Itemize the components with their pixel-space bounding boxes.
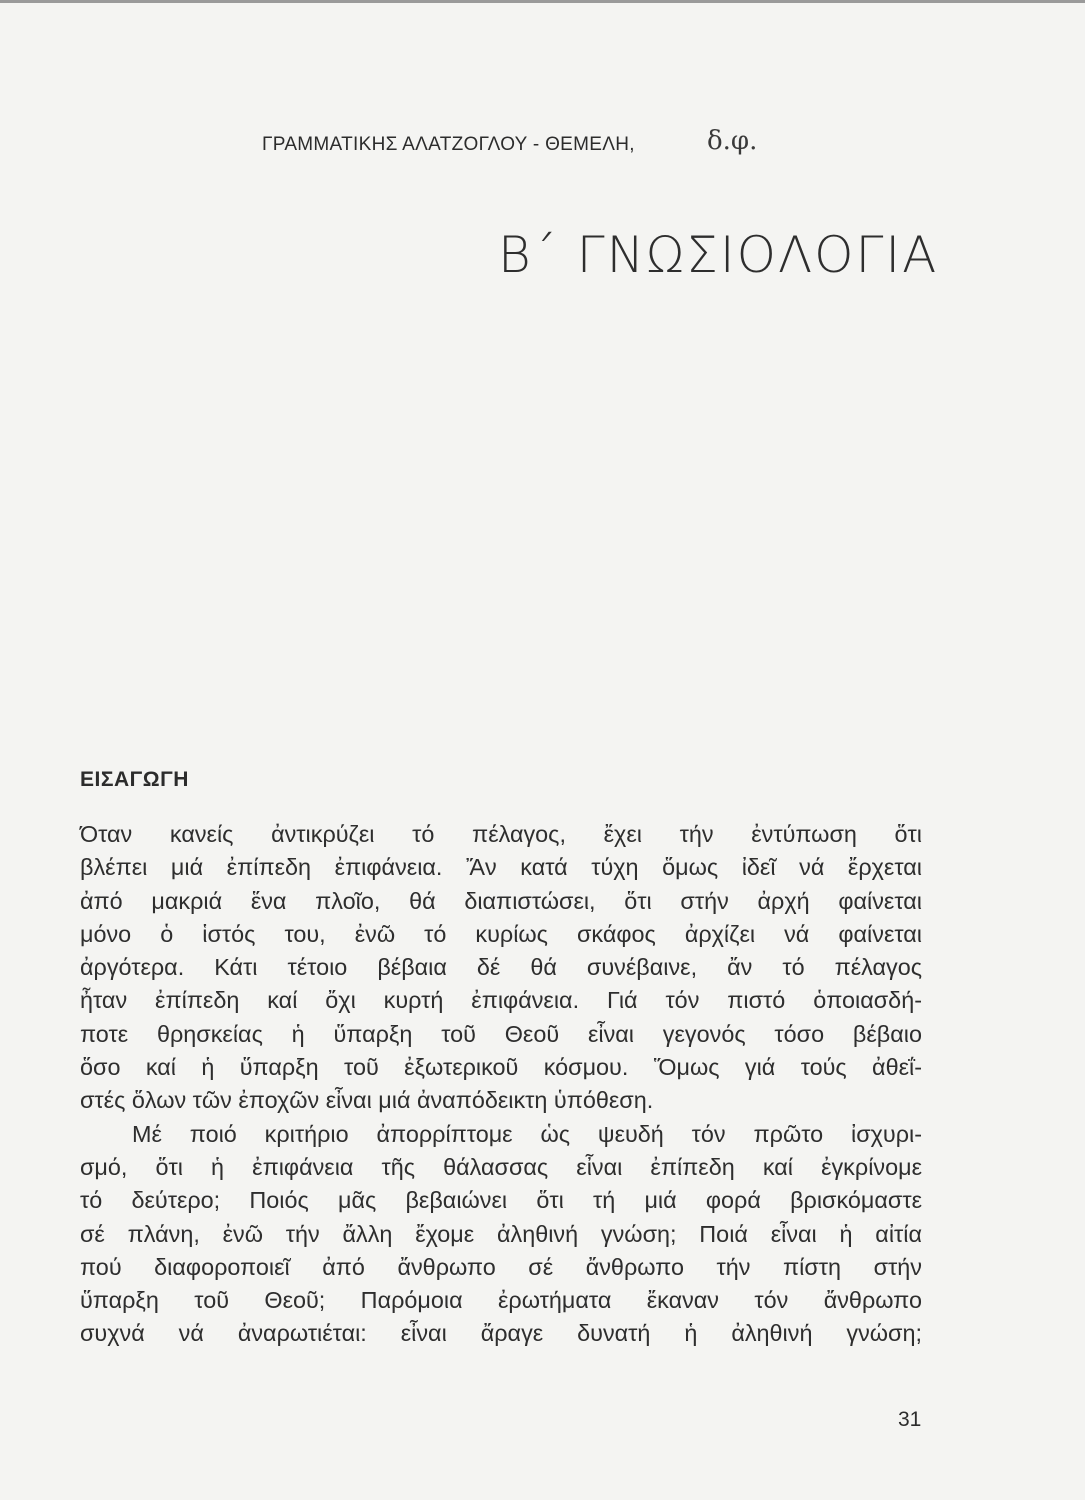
- text-line: μόνο ὁ ἱστός του, ἐνῶ τό κυρίως σκάφος ἀρχίζει νά φαίνεται: [80, 920, 922, 947]
- text-line: τό δεύτερο; Ποιός μᾶς βεβαιώνει ὅτι τή μιά φορά βρισκόμαστε: [80, 1187, 922, 1214]
- page-number: 31: [898, 1408, 922, 1431]
- page-top-edge: [0, 0, 1085, 3]
- paragraph-1: [80, 818, 922, 1118]
- text-line: συχνά νά ἀναρωτιέται: εἶναι ἄραγε δυνατή ἡ ἀληθινή γνώση;: [80, 1320, 922, 1347]
- paragraph-2: [80, 1118, 922, 1151]
- text-line: πού διαφοροποιεῖ ἀπό ἄνθρωπο σέ ἄνθρωπο τήν πίστη στήν: [80, 1253, 922, 1280]
- text-line: βλέπει μιά ἐπίπεδη ἐπιφάνεια. Ἄν κατά τύχη ὅμως ἰδεῖ νά ἔρχεται: [80, 854, 922, 881]
- chapter-title: Β΄ ΓΝΩΣΙΟΛΟΓΙΑ: [498, 226, 939, 284]
- text-line: ποτε θρησκείας ἡ ὕπαρξη τοῦ Θεοῦ εἶναι γεγονός τόσο βέβαιο: [80, 1020, 922, 1047]
- section-heading: ΕΙΣΑΓΩΓΗ: [80, 768, 189, 791]
- text-line: στές ὅλων τῶν ἐποχῶν εἶναι μιά ἀναπόδεικτη ὑπόθεση.: [80, 1087, 654, 1114]
- paragraph-2-continued: [80, 1151, 922, 1351]
- text-line: σέ πλάνη, ἐνῶ τήν ἄλλη ἔχομε ἀληθινή γνώση; Ποιά εἶναι ἡ αἰτία: [80, 1220, 922, 1247]
- author-name: ΓΡΑΜΜΑΤΙΚΗΣ ΑΛΑΤΖΟΓΛΟΥ - ΘΕΜΕΛΗ,: [262, 134, 635, 155]
- text-line: ὅσο καί ἡ ὕπαρξη τοῦ ἐξωτερικοῦ κόσμου. Ὅμως γιά τούς ἀθεΐ-: [80, 1054, 922, 1081]
- text-line: Όταν κανείς ἀντικρύζει τό πέλαγος, ἔχει τήν ἐντύπωση ὅτι: [80, 821, 922, 847]
- text-line: ὕπαρξη τοῦ Θεοῦ; Παρόμοια ἐρωτήματα ἔκαναν τόν ἄνθρωπο: [80, 1287, 922, 1314]
- text-line: ἀπό μακριά ἕνα πλοῖο, θά διαπιστώσει, ὅτι στήν ἀρχή φαίνεται: [80, 887, 922, 914]
- text-line: Μέ ποιό κριτήριο ἀπορρίπτομε ὡς ψευδή τόν πρῶτο ἰσχυρι-: [132, 1120, 922, 1147]
- text-line: ἦταν ἐπίπεδη καί ὄχι κυρτή ἐπιφάνεια. Γιά τόν πιστό ὁποιασδή-: [80, 987, 922, 1014]
- body-text: [80, 818, 922, 1351]
- text-line: σμό, ὅτι ἡ ἐπιφάνεια τῆς θάλασσας εἶναι ἐπίπεδη καί ἐγκρίνομε: [80, 1153, 922, 1180]
- author-degree: δ.φ.: [707, 126, 758, 156]
- text-line: ἀργότερα. Κάτι τέτοιο βέβαια δέ θά συνέβαινε, ἄν τό πέλαγος: [80, 954, 922, 981]
